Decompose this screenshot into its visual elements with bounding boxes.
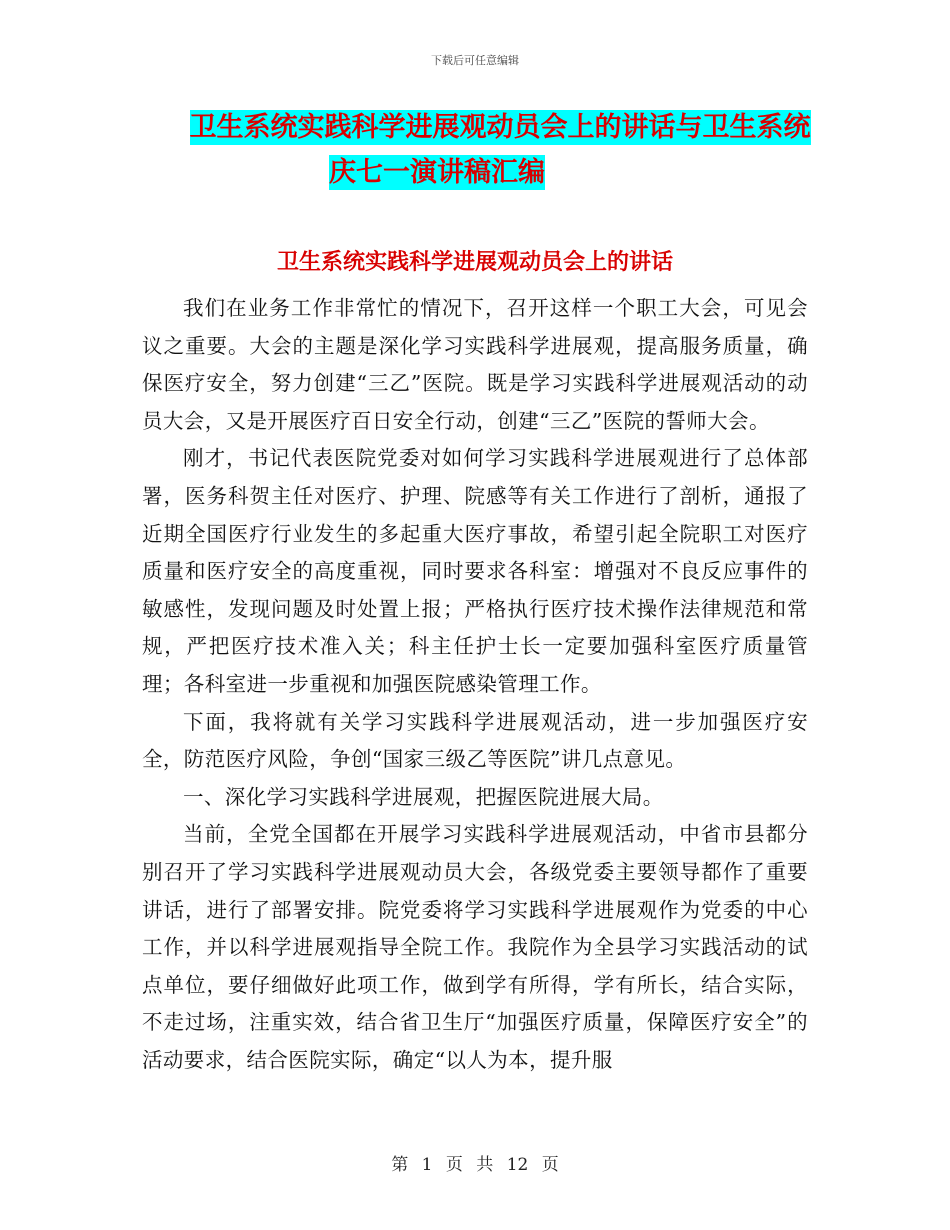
document-title-line-1 xyxy=(25,110,950,146)
document-title-line-1-text: 卫生系统实践科学进展观动员会上的讲话与卫生系统 xyxy=(189,112,811,143)
section-title: 卫生系统实践科学进展观动员会上的讲话 xyxy=(276,250,673,275)
paragraph: 一、深化学习实践科学进展观，把握医院进展大局。 xyxy=(183,784,664,809)
paragraph: 当前，全党全国都在开展学习实践科学进展观活动，中省市县都分别召开了学习实践科学进展观动员大会，各级党委主要领导都作了重要讲话，进行了部署安排。院党委将学习实践科学进展观作为党委的中心工作，并以科学进展观指导全院工作。我院作为全县学习实践活动的试点单位，要仔细做好此项工作，做到学有所得，学有所长，结合实际，不走过场，注重实效，结合省卫生厅“加强医疗质量，保障医疗安全”的活动要求，结合医院实际，确定“以人为本，提升服 xyxy=(142,822,808,1072)
document-title-line-2-text: 庆七一演讲稿汇编 xyxy=(329,157,545,188)
paragraph: 下面，我将就有关学习实践科学进展观活动，进一步加强医疗安全，防范医疗风险，争创“国家三级乙等医院”讲几点意见。 xyxy=(142,709,808,772)
body-text xyxy=(142,290,808,1079)
paragraph: 刚才，书记代表医院党委对如何学习实践科学进展观进行了总体部署，医务科贺主任对医疗、护理、院感等有关工作进行了剖析，通报了近期全国医疗行业发生的多起重大医疗事故，希望引起全院职工对医疗质量和医疗安全的高度重视，同时要求各科室：增强对不良反应事件的敏感性，发现问题及时处置上报；严格执行医疗技术操作法律规范和常规，严把医疗技术准入关；科主任护士长一定要加强科室医疗质量管理；各科室进一步重视和加强医院感染管理工作。 xyxy=(142,446,808,696)
paragraph: 我们在业务工作非常忙的情况下，召开这样一个职工大会，可见会议之重要。大会的主题是深化学习实践科学进展观，提高服务质量，确保医疗安全，努力创建“三乙”医院。既是学习实践科学进展观活动的动员大会，又是开展医疗百日安全行动，创建“三乙”医院的誓师大会。 xyxy=(142,296,808,433)
header-note: 下载后可任意编辑 xyxy=(431,54,519,67)
page-footer: 第 1 页 共 12 页 xyxy=(391,1155,559,1175)
document-title-line-2 xyxy=(0,155,912,191)
